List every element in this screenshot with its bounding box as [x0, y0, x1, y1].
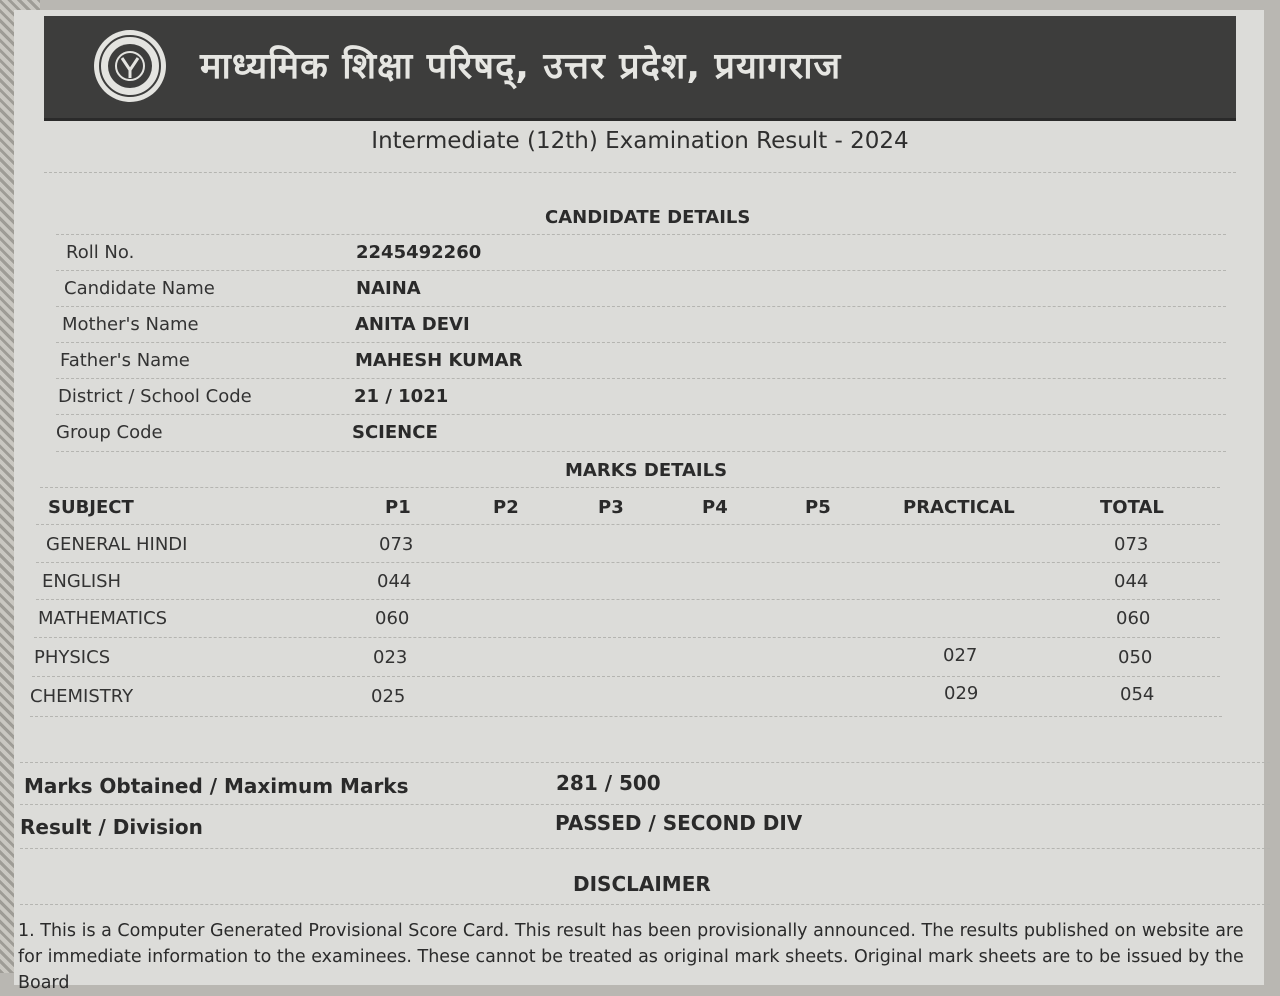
p1-cell: 073 [379, 534, 414, 555]
divider [36, 562, 1220, 563]
subject-cell: GENERAL HINDI [46, 534, 188, 555]
total-cell: 044 [1114, 571, 1149, 592]
column-header-p1: P1 [385, 497, 411, 518]
divider [56, 270, 1226, 271]
divider [44, 172, 1236, 173]
candidate-details-heading: CANDIDATE DETAILS [545, 207, 751, 228]
group-code-value: SCIENCE [352, 422, 438, 443]
total-cell: 054 [1120, 684, 1155, 705]
column-header-subject: SUBJECT [48, 497, 134, 518]
district-school-code-value: 21 / 1021 [354, 386, 449, 407]
header-banner [44, 16, 1236, 121]
total-cell: 060 [1116, 608, 1151, 629]
candidate-name-label: Candidate Name [64, 278, 215, 299]
practical-cell: 029 [944, 683, 979, 704]
mother-name-value: ANITA DEVI [355, 314, 470, 335]
exam-title: Intermediate (12th) Examination Result - 2024 [371, 128, 909, 154]
marks-obtained-label: Marks Obtained / Maximum Marks [24, 774, 409, 798]
divider [20, 762, 1270, 763]
roll-no-label: Roll No. [66, 242, 135, 263]
subject-cell: PHYSICS [34, 647, 111, 668]
marks-obtained-value: 281 / 500 [556, 771, 661, 795]
divider [56, 378, 1226, 379]
result-division-label: Result / Division [20, 815, 203, 839]
total-cell: 073 [1114, 534, 1149, 555]
p1-cell: 023 [373, 647, 408, 668]
p1-cell: 060 [375, 608, 410, 629]
divider [56, 342, 1226, 343]
board-emblem-icon [92, 28, 168, 104]
subject-cell: CHEMISTRY [30, 686, 134, 707]
divider [20, 848, 1270, 849]
p1-cell: 044 [377, 571, 412, 592]
father-name-label: Father's Name [60, 350, 190, 371]
father-name-value: MAHESH KUMAR [355, 350, 523, 371]
subject-cell: ENGLISH [42, 571, 122, 592]
column-header-p4: P4 [702, 497, 728, 518]
column-header-p3: P3 [598, 497, 624, 518]
column-header-p2: P2 [493, 497, 519, 518]
mother-name-label: Mother's Name [62, 314, 199, 335]
group-code-label: Group Code [56, 422, 163, 443]
divider [56, 451, 1226, 452]
board-title: माध्यमिक शिक्षा परिषद्, उत्तर प्रदेश, प्रयागराज [200, 46, 842, 87]
candidate-name-value: NAINA [356, 278, 421, 299]
column-header-p5: P5 [805, 497, 831, 518]
divider [36, 599, 1220, 600]
divider [32, 676, 1220, 677]
divider [30, 716, 1222, 717]
disclaimer-heading: DISCLAIMER [573, 872, 711, 896]
column-header-practical: PRACTICAL [903, 497, 1015, 518]
roll-no-value: 2245492260 [356, 242, 482, 263]
district-school-code-label: District / School Code [58, 386, 252, 407]
column-header-total: TOTAL [1100, 497, 1164, 518]
divider [40, 487, 1220, 488]
divider [34, 637, 1220, 638]
result-division-value: PASSED / SECOND DIV [555, 811, 803, 835]
divider [36, 524, 1220, 525]
divider [56, 306, 1226, 307]
divider [56, 414, 1226, 415]
marks-details-heading: MARKS DETAILS [565, 460, 728, 481]
divider [20, 904, 1270, 905]
divider [56, 234, 1226, 235]
p1-cell: 025 [371, 686, 406, 707]
divider [20, 804, 1270, 805]
practical-cell: 027 [943, 645, 978, 666]
disclaimer-text: 1. This is a Computer Generated Provisional Score Card. This result has been provisionally announced. The results published on website are for immediate information to the examinees. These cannot be treated as original mark sheets. Original mark sheets are to be issued by the Board [18, 921, 1244, 993]
subject-cell: MATHEMATICS [38, 608, 168, 629]
total-cell: 050 [1118, 647, 1153, 668]
